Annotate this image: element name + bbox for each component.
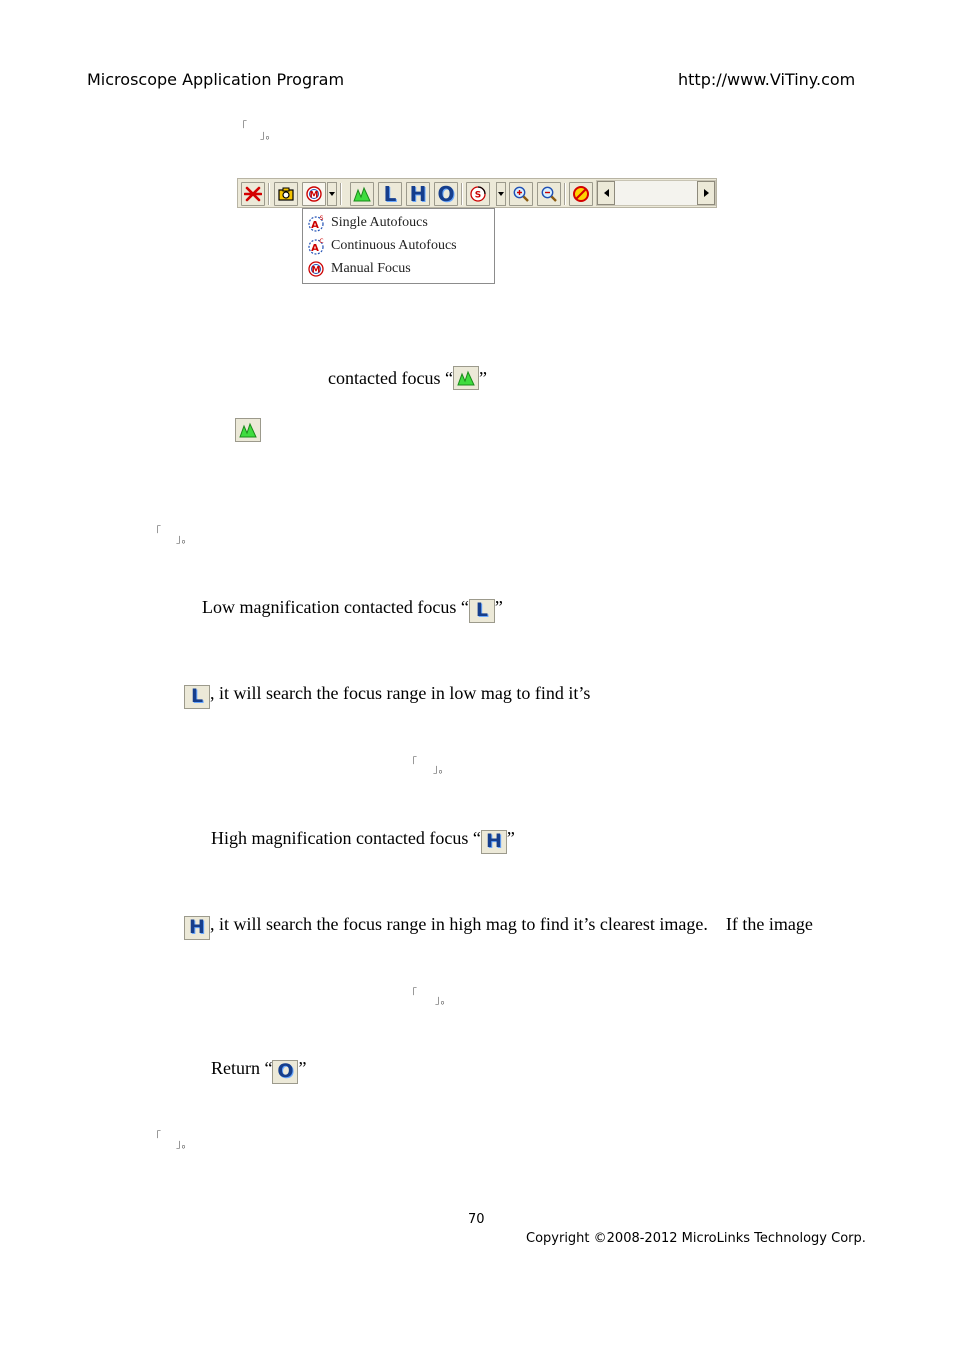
heading-text: Return “ xyxy=(211,1058,273,1078)
red-x-icon xyxy=(244,185,262,203)
heading-text-close: ” xyxy=(494,597,503,617)
contacted-focus-inline-icon xyxy=(453,366,479,390)
heading-text-close: ” xyxy=(298,1058,307,1078)
green-peaks-icon xyxy=(457,369,475,387)
menu-item-label: Continuous Autofoucs xyxy=(331,238,457,253)
description-text: , it will search the focus range in low mag to find it’s xyxy=(210,683,591,703)
heading-text: Low magnification contacted focus “ xyxy=(202,597,469,617)
contacted-focus-button[interactable] xyxy=(350,182,374,206)
manual-focus-button[interactable] xyxy=(302,182,326,206)
scan-dropdown-button[interactable] xyxy=(496,182,506,206)
bracket-close: 」。 xyxy=(435,993,452,1006)
low-mag-inline-icon xyxy=(469,599,495,623)
contacted-focus-heading xyxy=(328,366,487,390)
low-mag-heading xyxy=(202,597,503,623)
zoom-out-button[interactable] xyxy=(537,182,561,206)
caret-down-icon xyxy=(329,192,335,196)
manual-focus-icon xyxy=(307,260,325,278)
no-entry-icon xyxy=(572,185,590,203)
scroll-left-button[interactable] xyxy=(597,181,615,205)
stop-button[interactable] xyxy=(241,182,265,206)
letter-l-icon: L xyxy=(475,599,488,621)
focus-mode-dropdown-button[interactable] xyxy=(327,182,337,206)
scroll-right-button[interactable] xyxy=(697,181,715,205)
menu-item-label: Single Autofoucs xyxy=(331,215,428,230)
return-button[interactable] xyxy=(434,182,458,206)
bracket-open: 「 xyxy=(150,525,161,538)
bracket-open: 「 xyxy=(236,120,247,133)
bracket-open: 「 xyxy=(150,1130,161,1143)
single-autofocus-icon xyxy=(307,214,325,232)
high-mag-heading xyxy=(211,828,515,854)
scan-icon xyxy=(469,185,487,203)
bracket-close: 」。 xyxy=(433,762,450,775)
svg-text:S: S xyxy=(319,215,324,222)
low-mag-description xyxy=(184,683,590,709)
contacted-focus-standalone-icon xyxy=(235,418,261,442)
svg-text:M: M xyxy=(309,190,319,201)
caret-down-icon xyxy=(498,192,504,196)
bracket-open: 「 xyxy=(406,987,417,1000)
return-inline-icon xyxy=(272,1060,298,1084)
header-right: http://www.ViTiny.com xyxy=(678,70,856,89)
svg-text:M: M xyxy=(311,265,321,276)
toolbar-scrollbar[interactable] xyxy=(596,180,716,206)
menu-item-label: Manual Focus xyxy=(331,261,411,276)
letter-o-icon: O xyxy=(277,1060,294,1082)
header-left: Microscope Application Program xyxy=(87,70,345,89)
letter-o-icon: O xyxy=(437,182,455,206)
menu-item-manual-focus[interactable] xyxy=(307,258,411,280)
continuous-autofocus-icon xyxy=(307,237,325,255)
bracket-open: 「 xyxy=(406,756,417,769)
bracket-close: 」。 xyxy=(176,1137,193,1150)
focus-toolbar xyxy=(237,178,717,208)
svg-text:S: S xyxy=(474,190,482,201)
page-number: 70 xyxy=(468,1212,485,1227)
green-peaks-icon xyxy=(239,421,257,439)
heading-text: High magnification contacted focus “ xyxy=(211,828,481,848)
toolbar-separator xyxy=(461,183,463,205)
letter-h-icon: H xyxy=(485,830,502,852)
high-mag-inline-icon xyxy=(184,916,210,940)
toolbar-separator xyxy=(564,183,566,205)
manual-focus-icon xyxy=(305,185,323,203)
heading-text: contacted focus “ xyxy=(328,368,453,388)
low-mag-inline-icon xyxy=(184,685,210,709)
toolbar-separator xyxy=(340,183,342,205)
green-peaks-icon xyxy=(353,185,371,203)
scan-button[interactable] xyxy=(466,182,490,206)
letter-h-icon: H xyxy=(409,182,427,206)
svg-text:A: A xyxy=(311,243,319,254)
svg-text:C: C xyxy=(319,238,324,245)
svg-text:A: A xyxy=(311,220,319,231)
arrow-left-icon xyxy=(604,189,609,197)
zoom-out-icon xyxy=(540,185,558,203)
capture-button[interactable] xyxy=(274,182,298,206)
high-mag-description xyxy=(184,914,813,940)
high-mag-focus-button[interactable] xyxy=(406,182,430,206)
heading-text-close: ” xyxy=(506,828,515,848)
low-mag-focus-button[interactable] xyxy=(378,182,402,206)
letter-l-icon: L xyxy=(383,182,397,206)
menu-item-continuous-autofocus[interactable] xyxy=(307,235,457,257)
contacted-focus-icon xyxy=(235,418,261,442)
cancel-button[interactable] xyxy=(569,182,593,206)
copyright: Copyright ©2008-2012 MicroLinks Technology Corp. xyxy=(526,1231,866,1246)
toolbar-separator xyxy=(268,183,270,205)
letter-h-icon: H xyxy=(189,916,205,938)
heading-text-close: ” xyxy=(478,368,487,388)
zoom-in-button[interactable] xyxy=(509,182,533,206)
bracket-close: 」。 xyxy=(260,128,277,141)
letter-l-icon: L xyxy=(190,685,204,707)
arrow-right-icon xyxy=(704,189,709,197)
focus-mode-menu xyxy=(302,208,495,284)
description-text: , it will search the focus range in high mag to find it’s clearest image. If the image xyxy=(210,914,813,934)
zoom-in-icon xyxy=(512,185,530,203)
return-heading xyxy=(211,1058,306,1084)
menu-item-single-autofocus[interactable] xyxy=(307,212,428,234)
high-mag-inline-icon xyxy=(481,830,507,854)
bracket-close: 」。 xyxy=(176,532,193,545)
camera-icon xyxy=(277,185,295,203)
